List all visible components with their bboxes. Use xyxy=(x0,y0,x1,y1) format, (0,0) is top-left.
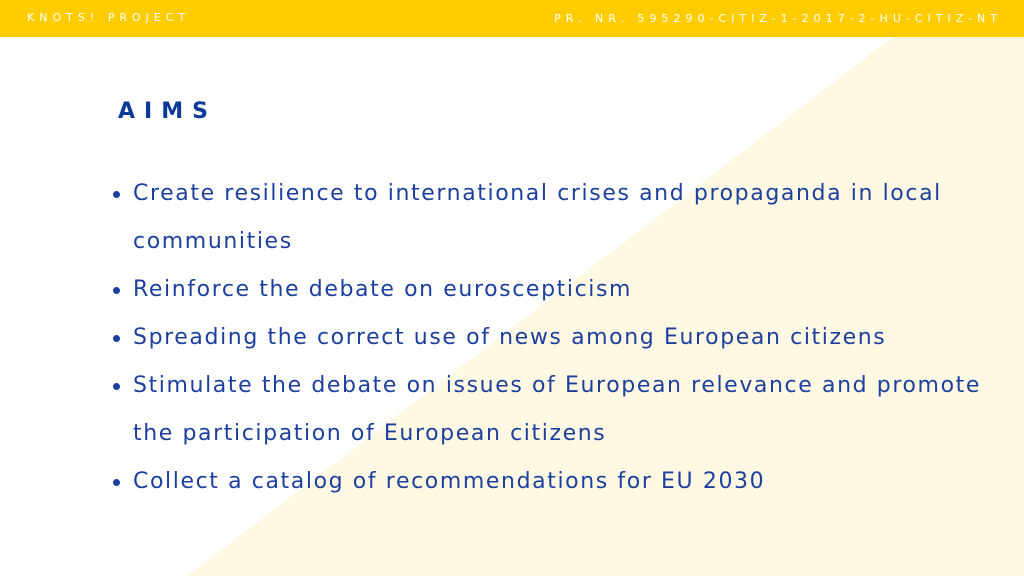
bullet-icon xyxy=(113,383,120,390)
aim-item xyxy=(112,170,992,266)
project-number: PR. NR. 595290-CITIZ-1-2017-2-HU-CITIZ-NT xyxy=(554,12,1002,25)
bullet-icon xyxy=(113,335,120,342)
aim-item xyxy=(112,362,992,458)
header-bar xyxy=(0,0,1024,37)
aim-item xyxy=(112,458,992,506)
aim-text: Spreading the correct use of news among European citizens xyxy=(133,325,887,350)
aims-list xyxy=(112,170,992,506)
bullet-icon xyxy=(113,191,120,198)
aim-text: Collect a catalog of recommendations for EU 2030 xyxy=(133,469,766,494)
aim-item xyxy=(112,314,992,362)
aim-text: Create resilience to international crises and propaganda in local communities xyxy=(133,181,942,254)
aim-text: Reinforce the debate on euroscepticism xyxy=(133,277,633,302)
aim-item xyxy=(112,266,992,314)
bullet-icon xyxy=(113,479,120,486)
project-label: KNOTS! PROJECT xyxy=(27,11,191,24)
section-title: AIMS xyxy=(118,99,217,124)
bullet-icon xyxy=(113,287,120,294)
aim-text: Stimulate the debate on issues of European relevance and promote the participation of European citizens xyxy=(133,373,982,446)
